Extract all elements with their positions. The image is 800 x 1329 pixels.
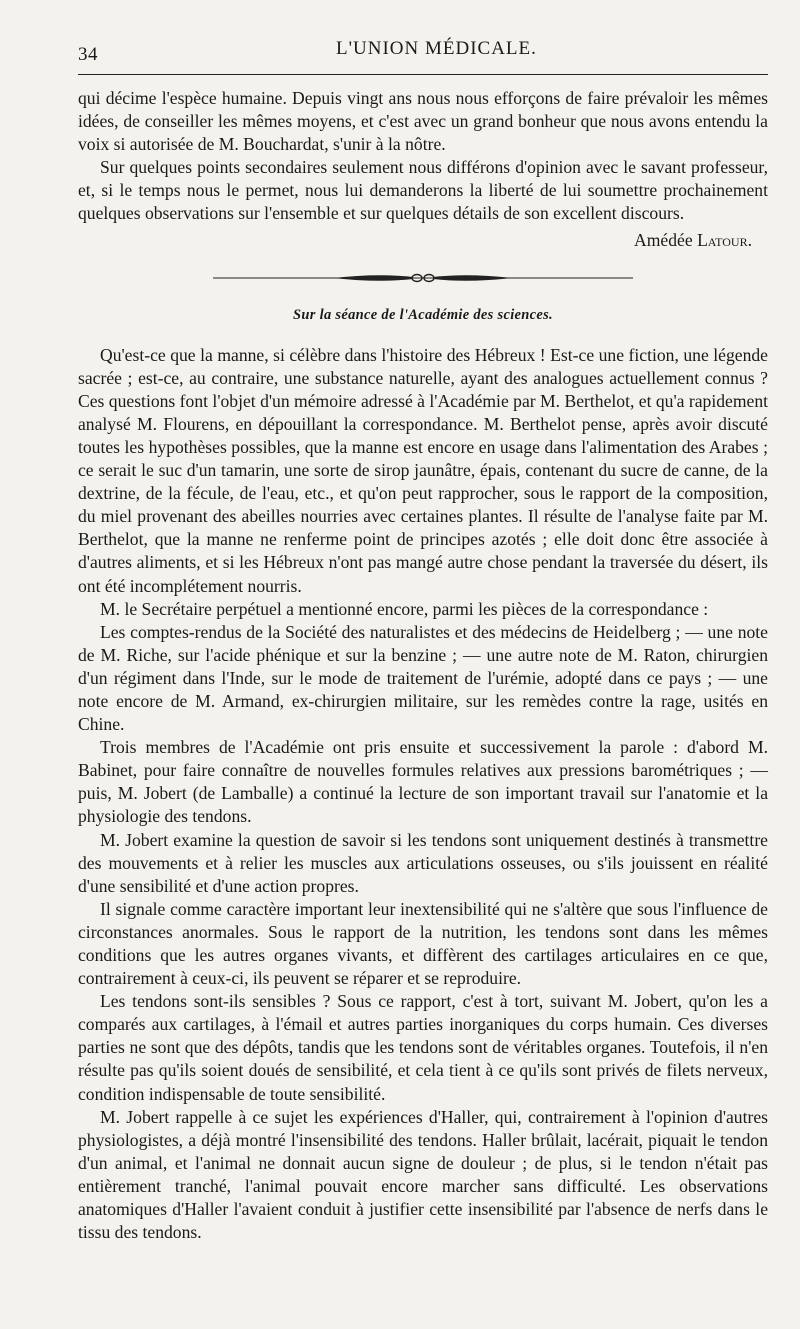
journal-title: L'UNION MÉDICALE.: [336, 38, 537, 59]
author-first-name: Amédée: [634, 229, 693, 250]
author-signature: [78, 230, 752, 251]
ornament-rule-icon: [213, 271, 633, 285]
page-number: 34: [78, 44, 98, 65]
intro-paragraph: Sur quelques points secondaires seulement nous différons d'opinion avec le savant professeur, et, si le temps nous le permet, nous lui demanderons la liberté de lui soumettre prochainement quelques observations sur l'ensemble et sur quelques détails de son excellent discours.: [78, 157, 768, 224]
body-paragraph: M. le Secrétaire perpétuel a mentionné encore, parmi les pièces de la correspondance :: [100, 598, 709, 619]
article-body: [78, 344, 768, 1245]
intro-text: [78, 87, 768, 226]
body-paragraph: M. Jobert examine la question de savoir si les tendons sont uniquement destinés à transmettre des mouvements et à relier les muscles aux articulations osseuses, ou s'ils jouissent en réalité d'une sensibilité et d'une action propres.: [78, 829, 768, 896]
body-paragraph: Trois membres de l'Académie ont pris ensuite et successivement la parole : d'abord M. Babinet, pour faire connaître de nouvelles formules relatives aux pressions barométriques ; — puis, M. Jobert (de Lamballe) a continué la lecture de son important travail sur l'anatomie et la physiologie des tendons.: [78, 737, 768, 827]
body-paragraph: Les comptes-rendus de la Société des naturalistes et des médecins de Heidelberg ; — une note de M. Riche, sur l'acide phénique et sur la benzine ; — une autre note de M. Raton, chirurgien d'un régiment dans l'Inde, sur le mode de traitement de l'urémie, adopté dans ce pays ; — une note encore de M. Armand, ex-chirurgien militaire, sur les remèdes contre la rage, usités en Chine.: [78, 621, 768, 735]
body-paragraph: Qu'est-ce que la manne, si célèbre dans l'histoire des Hébreux ! Est-ce une fiction, une légende sacrée ; est-ce, au contraire, une substance naturelle, ayant des analogues actuellement connus ? Ces questions font l'objet d'un mémoire adressé à l'Académie par M. Berthelot, et qu'a rapidement analysé M. Flourens, en dépouillant la correspondance. M. Berthelot pense, après avoir discuté toutes les hypothèses possibles, que la manne est encore en usage dans l'alimentation des Arabes ; ce serait le suc d'un tamarin, une sorte de sirop jaunâtre, épais, contenant du sucre de canne, de la dextrine, de la fécule, de l'eau, etc., et qu'on peut rapprocher, sous le rapport de la composition, du miel provenant des abeilles nourries avec certaines plantes. Il résulte de l'analyse faite par M. Berthelot, que la manne ne renferme point de principes azotés ; elle doit donc être associée à d'autres aliments, et si les Hébreux n'ont pas mangé autre chose pendant la traversée du désert, ils ont été incomplétement nourris.: [78, 344, 768, 596]
ornamental-divider: [78, 271, 768, 285]
journal-page: [78, 36, 768, 1244]
running-head: [78, 36, 768, 70]
section-heading: Sur la séance de l'Académie des sciences.: [293, 306, 553, 323]
intro-paragraph: qui décime l'espèce humaine. Depuis vingt ans nous nous efforçons de faire prévaloir les mêmes idées, de conseiller les mêmes moyens, et c'est avec un grand bonheur que nous avons entendu la voix si autorisée de M. Bouchardat, s'unir à la nôtre.: [78, 88, 768, 155]
body-paragraph: Il signale comme caractère important leur inextensibilité qui ne s'altère que sous l'influence de circonstances anormales. Sous le rapport de la nutrition, les tendons sont dans les mêmes conditions que les autres organes vivants, et diffèrent des cartilages articulaires en ce que, contrairement à ceux-ci, ils peuvent se réparer et se reproduire.: [78, 898, 768, 989]
body-paragraph: M. Jobert rappelle à ce sujet les expériences d'Haller, qui, contrairement à l'opinion d'autres physiologistes, a déjà montré l'insensibilité des tendons. Haller brûlait, lacérait, piquait le tendon d'un animal, et l'animal ne donnait aucun signe de douleur ; de plus, si le tendon n'était pas entièrement tranché, l'animal pouvait encore marcher sans difficulté. Les observations anatomiques d'Haller l'avaient conduit à justifier cette insensibilité par l'absence de nerfs dans le tissu des tendons.: [78, 1106, 768, 1243]
author-last-name: Latour.: [697, 229, 752, 250]
body-paragraph: Les tendons sont-ils sensibles ? Sous ce rapport, c'est à tort, suivant M. Jobert, qu'on les a comparés aux cartilages, à l'émail et autres parties inorganiques du corps humain. Ces diverses parties ne sont que des dépôts, tandis que les tendons sont de véritables organes. Toutefois, il n'en résulte pas qu'ils soient doués de sensibilité, et cela tient à ce qu'ils sont privés de filets nerveux, condition indispensable de toute sensibilité.: [78, 991, 768, 1104]
header-rule: [78, 74, 768, 75]
